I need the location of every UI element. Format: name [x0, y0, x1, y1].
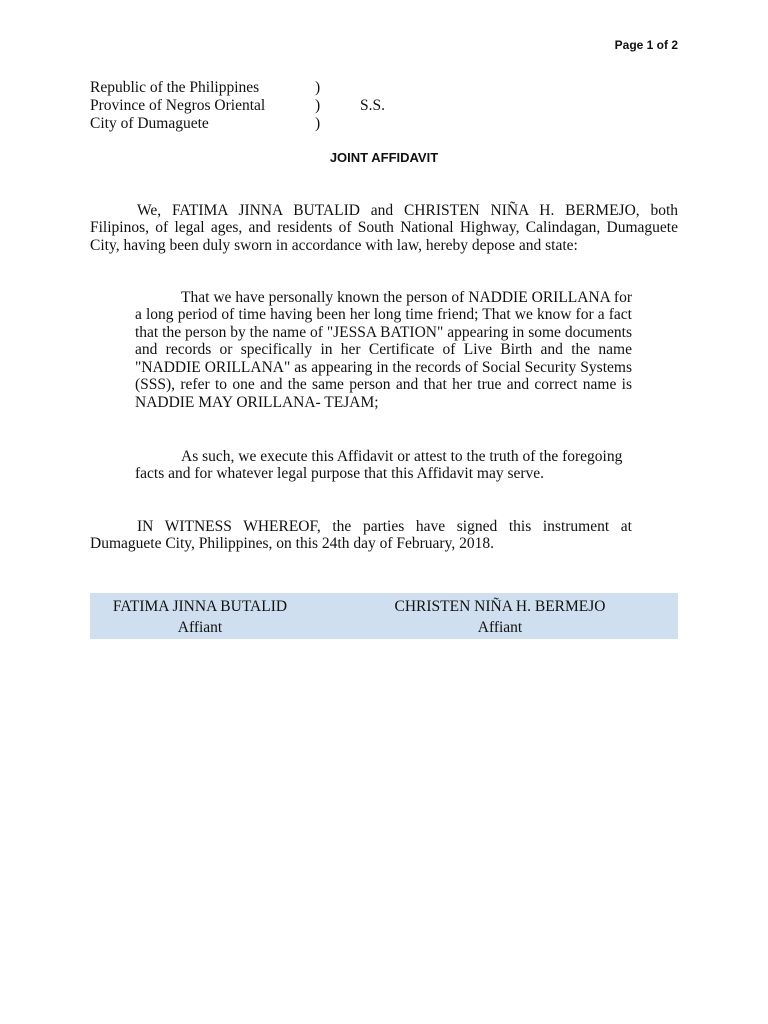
purpose-paragraph: As such, we execute this Affidavit or attest to the truth of the foregoing facts and for whatever legal purpose that this Affidavit may serve.: [135, 447, 623, 482]
signatory-role: Affiant: [177, 619, 223, 636]
venue-block: [90, 79, 430, 133]
venue-row: [90, 115, 430, 133]
page-number: Page 1 of 2: [614, 38, 678, 52]
venue-paren: ): [315, 115, 321, 132]
witness-paragraph: IN WITNESS WHEREOF, the parties have signed this instrument at Dumaguete City, Philippines, on this 24th day of February, 2018.: [90, 517, 632, 552]
venue-place: Province of Negros Oriental: [90, 97, 266, 114]
signature-band: [90, 593, 678, 639]
venue-place: City of Dumaguete: [90, 115, 209, 132]
statement-paragraph: That we have personally known the person of NADDIE ORILLANA for a long period of time having been her long time friend; That we know for a fact that the person by the name of "JESSA BATION" appearing in some documents and records or specifically in her Certificate of Live Birth and the name "NADDIE ORILLANA" as appearing in the records of Social Security Systems (SSS), refer to one and the same person and that her true and correct name is NADDIE MAY ORILLANA- TEJAM;: [135, 288, 632, 411]
venue-ss: S.S.: [360, 97, 385, 114]
venue-ss: [360, 115, 420, 133]
venue-ss: [360, 79, 420, 97]
venue-paren: ): [315, 97, 321, 114]
intro-paragraph: We, FATIMA JINNA BUTALID and CHRISTEN NIÑA H. BERMEJO, both Filipinos, of legal ages, and residents of South National Highway, Calindagan, Dumaguete City, having been duly sworn in accordance with law, hereby depose and state:: [90, 201, 678, 254]
venue-row: [90, 79, 430, 97]
venue-paren: ): [315, 79, 321, 96]
signatory-name: CHRISTEN NIÑA H. BERMEJO: [394, 598, 606, 615]
venue-row: [90, 97, 430, 115]
signatory-block: [90, 593, 310, 639]
venue-place: Republic of the Philippines: [90, 79, 260, 96]
document-title: JOINT AFFIDAVIT: [329, 150, 439, 165]
signatory-role: Affiant: [477, 619, 523, 636]
signatory-block: [345, 593, 655, 639]
signatory-name: FATIMA JINNA BUTALID: [112, 598, 288, 615]
